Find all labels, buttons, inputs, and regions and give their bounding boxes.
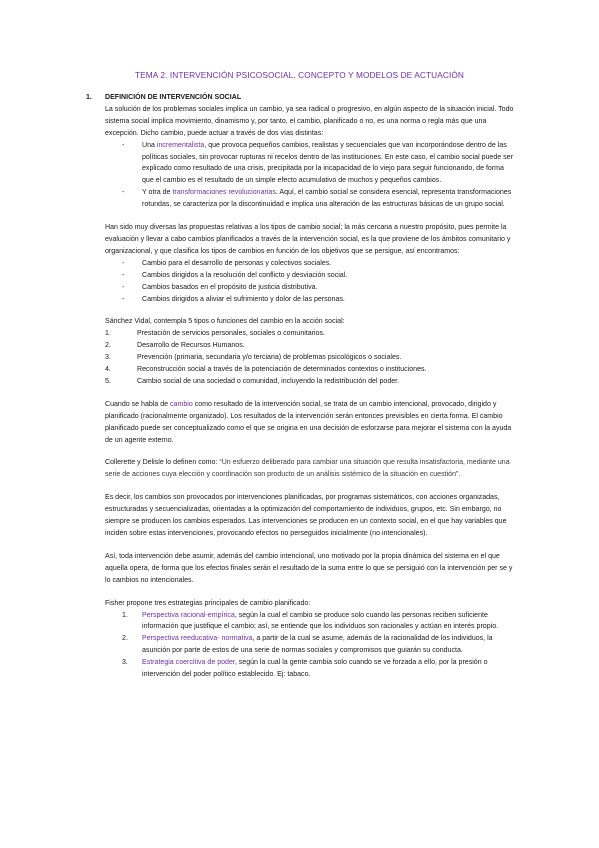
vidal-intro-paragraph: Sánchez Vidal, contempla 5 tipos o funciones del cambio en la acción social: — [105, 318, 345, 326]
intro-paragraph: La solución de los problemas sociales implica un cambio, ya sea radical o progresivo, en algún aspecto de la situación inicial. Todo sistema social implica movimiento, dinamismo y, por tanto, el cambio, planificado o no, es una norma o regla más que una excepción. Dicho cambio, puede actuar a través de dos vías distintas: — [105, 105, 514, 137]
highlighted-term: incrementalista — [156, 141, 205, 149]
list-item: 3. Prevención (primaria, secundaria y/o terciaria) de problemas psicológicos o sociales. — [105, 354, 402, 362]
definition-quote: “Un esfuerzo deliberado para cambiar una situación que resulta insatisfactoria, mediante una serie de acciones cuya elección y coordinación son producto de un análisis sistémico de la situación en cuestión”. — [105, 459, 510, 479]
highlighted-term: cambio — [170, 400, 193, 408]
tipos-list — [105, 258, 517, 306]
list-item: - Cambios dirigidos a aliviar el sufrimiento y dolor de las personas. — [122, 295, 345, 303]
vias-list — [105, 140, 517, 211]
section-number: 1. — [86, 94, 92, 101]
vidal-list — [105, 328, 517, 388]
list-item: 3. Estrategia coercitiva de poder, según la cual la gente cambia solo cuando se ve forzada a ello, por la presión o intervención del poder político establecido. Ej: tabaco. — [122, 659, 488, 679]
list-item: 2. Desarrollo de Recursos Humanos. — [105, 342, 245, 350]
document-title: TEMA 2. INTERVENCIÓN PSICOSOCIAL. CONCEPTO Y MODELOS DE ACTUACIÓN — [134, 70, 465, 80]
fisher-intro-paragraph: Fisher propone tres estrategias principales de cambio planificado: — [105, 599, 311, 607]
list-item: 2. Perspectiva reeducativa- normativa, a partir de la cual se asume, además de la racionalidad de los individuos, la asunción por parte de estos de una serie de normas sociales y compromisos que guiarán su conducta. — [122, 635, 493, 655]
list-item: - Cambios basados en el propósito de justicia distributiva. — [122, 283, 318, 291]
highlighted-term: transformaciones revolucionarias — [172, 189, 276, 197]
list-item: - Y otra de transformaciones revolucionarias. Aquí, el cambio social se considera esencial, representa transformaciones rotundas, se caracteriza por la discontinuidad e implica una alteración de las estructuras básicas de un grupo social. — [122, 189, 512, 209]
list-item: - Cambio para el desarrollo de personas y colectivos sociales. — [122, 259, 332, 267]
tipos-intro-paragraph: Han sido muy diversas las propuestas relativas a los tipos de cambio social; la más cercana a nuestro propósito, pues permite la evaluación y llevar a cabo cambios planificados a través de la intervención social, es la que proviene de los ámbitos comunitario y organizacional, y que clasifica los tipos de cambios en función de los objetivos que se persigue, así encontramos: — [105, 224, 511, 255]
highlighted-term: Perspectiva racional-empírica — [142, 611, 235, 619]
asi-paragraph: Así, toda intervención debe asumir, además del cambio intencional, uno motivado por la propia dinámica del sistema en el que aquella opera, de forma que los efectos finales serán el resultado de la suma entre lo que se persiguió con la intervención per se y lo cambios no intencionales. — [105, 552, 513, 584]
list-item: - Cambios dirigidos a la resolución del conflicto y desviación social. — [122, 271, 348, 279]
cambio-paragraph: Cuando se habla de cambio como resultado de la intervención social, se trata de un cambio intencional, provocado, dirigido y planificado (racionalmente organizado). Los resultados de la intervención serán entonces previsibles en cierta forma. El cambio planificado puede ser conceptualizado como el que se origina en una decisión de esforzarse para mejorar el sistema con la ayuda de un agente externo. — [105, 400, 512, 444]
section-heading-text: DEFINICIÓN DE INTERVENCIÓN SOCIAL — [105, 94, 242, 101]
list-item: - Una incrementalista, que provoca pequeños cambios, realistas y secuenciales que van incorporándose dentro de las políticas sociales, sin provocar rupturas ni recelos dentro de las instituciones. En este caso, el cambio social puede ser explicado como resultado de una crisis, precipitada por la incapacidad de lo viejo para seguir funcionando, de forma que el cambio es el resultado de un simple efecto acumulativo de muchos y pequeños cambios. — [122, 141, 513, 185]
highlighted-term: Perspectiva reeducativa- normativa — [142, 635, 253, 643]
collerette-paragraph: Collerette y Delisle lo definen como: “Un esfuerzo deliberado para cambiar una situación que resulta insatisfactoria, mediante una serie de acciones cuya elección y coordinación son producto de un análisis sistémico de la situación en cuestión”. — [105, 459, 510, 479]
es-decir-paragraph: Es decir, los cambios son provocados por intervenciones planificadas, por programas sistemáticos, con acciones organizadas, estructuradas y secuencializadas, orientadas a la optimización del comportamiento de individuos, grupos, etc. Sin embargo, no siempre se producen los cambios esperados. Las intervenciones se producen en un contexto social, en el que hay variables que inciden sobre estas intervenciones, provocando efectos no perseguidos inicialmente (no intencionales). — [105, 494, 507, 537]
list-item: 1. Perspectiva racional-empírica, según la cual el cambio se produce solo cuando las personas reciben suficiente información que justifique el cambio; así, se entiende que los individuos son racionales y actúan en interés propio. — [122, 611, 499, 631]
fisher-list — [105, 610, 517, 681]
section-heading — [86, 92, 517, 104]
document-body — [86, 92, 517, 681]
highlighted-term: Estrategia coercitiva de poder — [142, 659, 235, 667]
list-item: 4. Reconstrucción social a través de la potenciación de determinados contextos o instituciones. — [105, 366, 427, 374]
list-item: 5. Cambio social de una sociedad o comunidad, incluyendo la redistribución del poder. — [105, 377, 400, 385]
list-item: 1. Prestación de servicios personales, sociales o comunitarios. — [105, 330, 326, 338]
